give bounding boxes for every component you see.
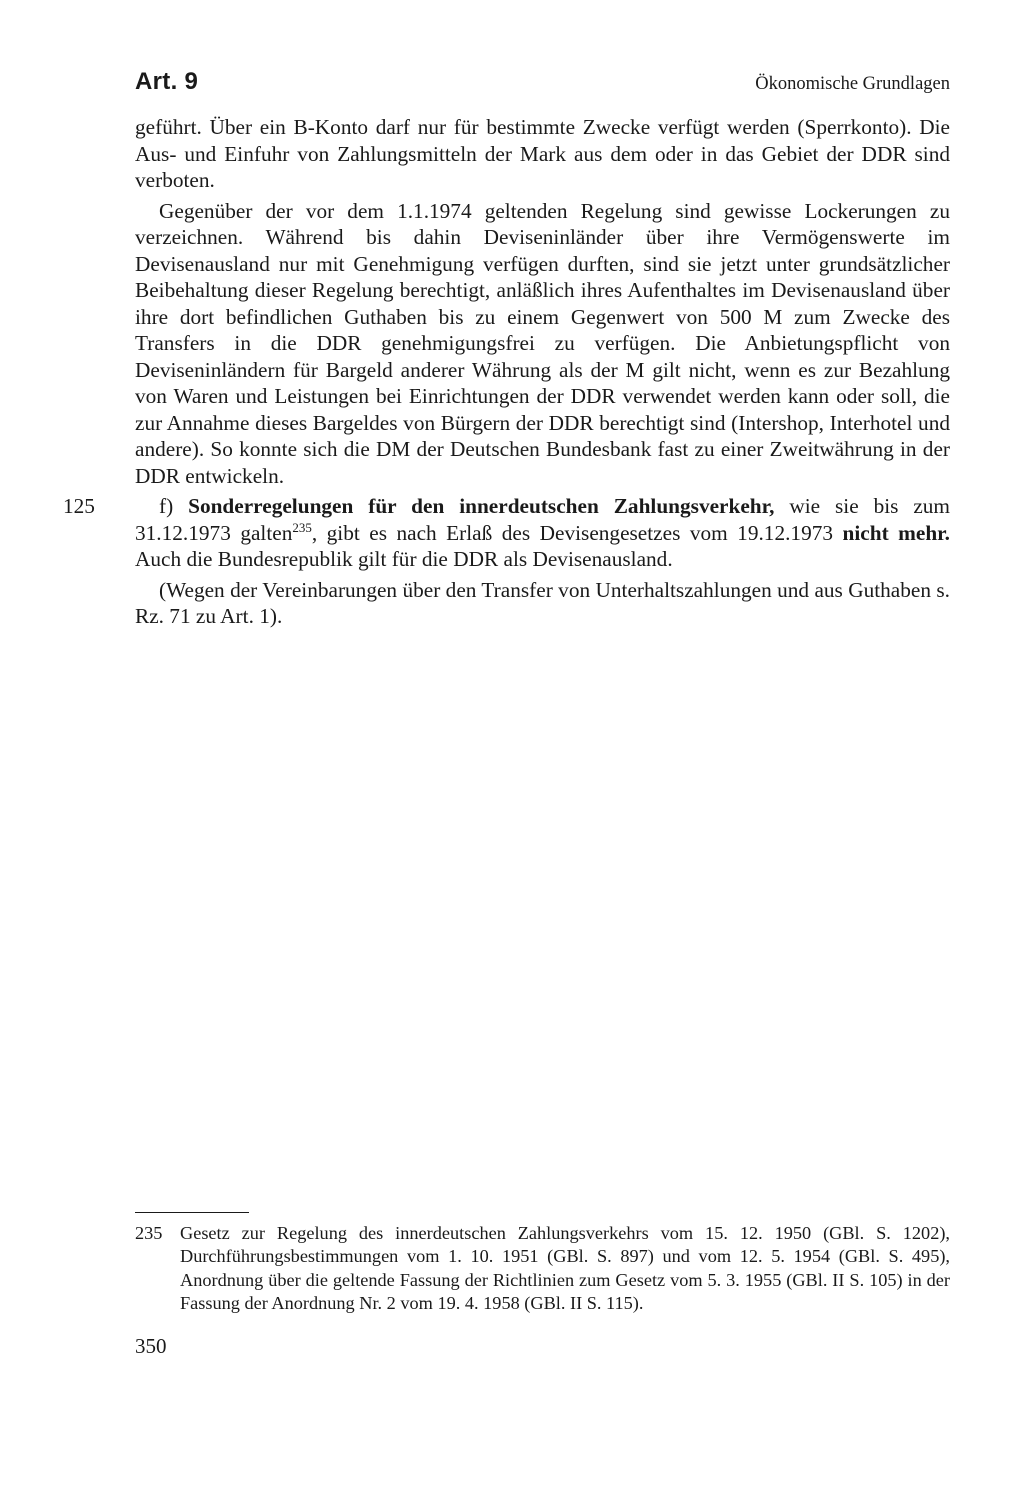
text-segment: , gibt es nach Erlaß des Devisengesetzes vom 19.12.1973 — [311, 520, 834, 545]
paragraph-vereinbarungen: (Wegen der Vereinbarungen über den Transfer von Unterhaltszahlungen und aus Guthaben s. Rz. 71 zu Art. 1). — [135, 577, 950, 628]
paragraph-sonderregelungen — [135, 493, 950, 573]
running-head-section: Ökonomische Grundlagen — [755, 74, 950, 94]
footnote-text: Gesetz zur Regelung des innerdeutschen Zahlungsverkehrs vom 15. 12. 1950 (GBl. S. 1202), Durchführungsbestimmungen vom 1. 10. 1951 (GBl. S. 897) und vom 12. 5. 1954 (GBl. S. 495), Anordnung über die geltende Fassung der Richtlinien zum Gesetz vom 5. 3. 1955 (GBl. II S. 105) in der Fassung der Anordnung Nr. 2 vom 19. 4. 1958 (GBl. II S. 115). — [180, 1223, 950, 1313]
footnote-235 — [135, 1222, 950, 1315]
page-number: 350 — [135, 1334, 167, 1358]
footnote-divider — [135, 1212, 249, 1213]
margin-number: 125 — [63, 494, 95, 518]
text-segment: Auch die Bundesrepublik gilt für die DDR als Devisenausland. — [135, 547, 673, 571]
list-label: f) — [159, 494, 174, 518]
text-segment: wie sie bis zum 31.12.1973 galten — [135, 494, 950, 545]
paragraph-125-block — [63, 493, 951, 573]
paragraph-continuation: geführt. Über ein B-Konto darf nur für bestimmte Zwecke verfügt werden (Sperrkonto). Die Aus- und Einfuhr von Zahlungsmitteln der Mark aus dem oder in das Gebiet der DDR sind verboten. — [135, 115, 950, 192]
footnote-number: 235 — [135, 1223, 163, 1243]
footnote-reference[interactable]: 235 — [292, 519, 312, 535]
paragraph-lockerungen: Gegenüber der vor dem 1.1.1974 geltenden Regelung sind gewisse Lockerungen zu verzeichnen. Während bis dahin Deviseninländer über ihre Vermögenswerte im Devisenausland nur mit Genehmigung verfügen durften, sind sie jetzt unter grundsätzlicher Beibehaltung dieser Regelung berechtigt, anläßlich ihres Aufenthaltes im Devisenausland über ihre dort befindlichen Guthaben bis zu einem Gegenwert von 500 M zum Zwecke des Transfers in die DDR genehmigungsfrei zu verfügen. Die Anbietungspflicht von Deviseninländern für Bargeld anderer Währung als der M gilt nicht, wenn es zur Bezahlung von Waren und Leistungen bei Einrichtungen der DDR verwendet werden kann oder soll, die zur Annahme dieses Bargeldes von Bürgern der DDR berechtigt sind (Intershop, Interhotel und andere). So konnte sich die DM der Deutschen Bundesbank fast zu einer Zweitwährung in der DDR entwickeln. — [135, 198, 950, 488]
running-head-article: Art. 9 — [135, 68, 199, 95]
body-text — [63, 114, 951, 630]
bold-lead: Sonderregelungen für den innerdeutschen Zahlungsverkehr, — [188, 494, 775, 518]
bold-tail: nicht mehr. — [842, 520, 951, 545]
